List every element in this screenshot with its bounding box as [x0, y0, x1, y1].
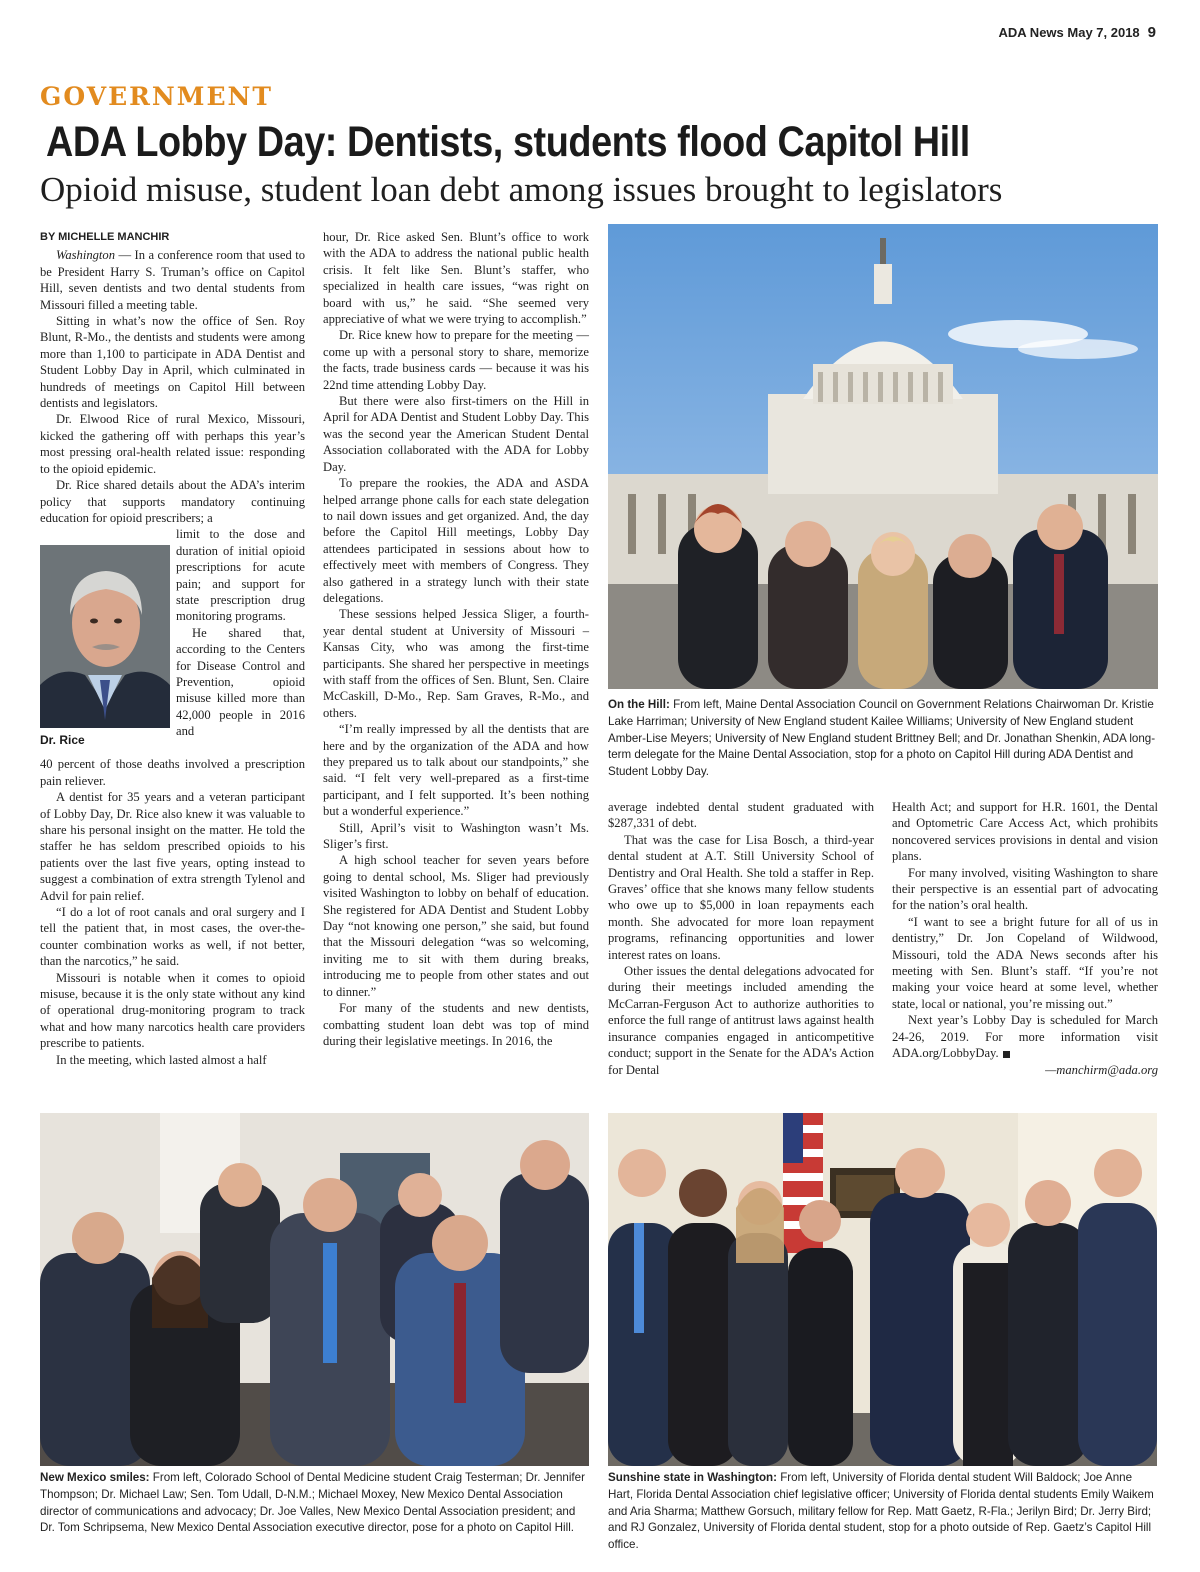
article-paragraph: Health Act; and support for H.R. 1601, the Dental and Optometric Care Access Act, which prohibits noncovered services provisions in dental and vision plans.: [892, 800, 1158, 864]
capitol-hill-photo: [608, 224, 1158, 689]
article-column-4: [892, 799, 1158, 1087]
article-paragraph: “I’m really impressed by all the dentists that are here and by the organization of the ADA and how they prepared us to talk about our standpoints,” she said. “I felt very well-prepared as a first-time participant, and I felt supported. It’s been nothing but a wonderful experience.”: [323, 722, 589, 819]
headline: ADA Lobby Day: Dentists, students flood Capitol Hill: [46, 118, 970, 166]
article-paragraph: In the meeting, which lasted almost a half: [56, 1052, 267, 1067]
article-paragraph: That was the case for Lisa Bosch, a third-year dental student at A.T. Still University School of Dentistry and Oral Health. She told a staffer in Rep. Graves’ office that she knows many fellow students who owe up to $5,000 in loan repayments each month. She advocated for more loan repayment programs, refinancing opportunities and lower interest rates on loans.: [608, 832, 874, 962]
article-paragraph: Dr. Elwood Rice of rural Mexico, Missouri, kicked the gathering off with perhaps this year’s most pressing oral-health related issue: responding to the opioid epidemic.: [40, 412, 305, 476]
dr-rice-photo: [40, 545, 170, 728]
new-mexico-group-photo: [40, 1113, 589, 1466]
dr-rice-photo-label: Dr. Rice: [40, 733, 85, 747]
capitol-photo-caption: On the Hill: From left, Maine Dental Association Council on Government Relations Chairwoman Dr. Kristie Lake Harriman; University of New England student Kailee Williams; University of New England student Amber-Lise Meyers; University of New England student Brittney Bell; and Dr. Jonathan Shenkin, ADA long-term delegate for the Maine Dental Association, stop for a photo on Capitol Hill during ADA Dentist and Student Lobby Day.: [608, 698, 1156, 779]
florida-group-photo: [608, 1113, 1157, 1466]
article-paragraph: average indebted dental student graduated with $287,331 of debt.: [608, 800, 874, 831]
subheadline: Opioid misuse, student loan debt among issues brought to legislators: [40, 170, 1003, 209]
article-paragraph: A high school teacher for seven years before going to dental school, Ms. Sliger had previously visited Washington to lobby on behalf of education. She registered for ADA Dentist and Student Lobby Day “not knowing one person,” she said, but found that the Missouri delegation “was so welcoming, inviting me to sit with them during breaks, introducing me to people from other states and out to dinner.”: [323, 853, 589, 999]
article-paragraph: Dr. Rice shared details about the ADA’s interim policy that supports mandatory continuing education for opioid prescribers; a: [40, 478, 305, 525]
article-paragraph: Other issues the dental delegations advocated for during their meetings included amending the McCarran-Ferguson Act to authorize authorities to enforce the full range of antitrust laws against health insurance companies engaged in anticompetitive conduct; support in the Senate for the ADA’s Action for Dental: [608, 964, 874, 1077]
page-folio: [999, 24, 1156, 41]
florida-photo-caption: Sunshine state in Washington: From left, University of Florida dental student Will Baldock; Joe Anne Hart, Florida Dental Association chief legislative officer; University of Florida dental students Emily Waikem and Aria Sharma; Matthew Gorsuch, military fellow for Rep. Matt Gaetz, R-Fla.; Jerilyn Bird; Dr. Jerry Bird; and RJ Gonzalez, University of Florida dental student, stop for a photo outside of Rep. Gaetz’s Capitol Hill office.: [608, 1471, 1154, 1552]
issue-date: ADA News May 7, 2018: [998, 25, 1140, 40]
end-of-story-mark: [1003, 1051, 1010, 1058]
author-email-signature: —manchirm@ada.org: [1045, 1062, 1158, 1077]
new-mexico-photo-caption: New Mexico smiles: From left, Colorado School of Dental Medicine student Craig Testerman; Dr. Jennifer Thompson; Dr. Michael Law; Sen. Tom Udall, D-N.M.; Michael Moxey, New Mexico Dental Association director of communications and advocacy; Dr. Joe Valles, New Mexico Dental Association president; and Dr. Tom Schripsema, New Mexico Dental Association executive director, pose for a photo on Capitol Hill.: [40, 1471, 585, 1535]
article-paragraph: To prepare the rookies, the ADA and ASDA helped arrange phone calls for each state delegation to nail down issues and get organized. And, the day before the Capitol Hill meetings, Lobby Day attendees participated in sessions about how to effectively meet with members of Congress. They also gathered in a strategy lunch with their state delegations.: [323, 476, 589, 605]
page-number: 9: [1147, 24, 1156, 41]
article-paragraph: These sessions helped Jessica Sliger, a fourth-year dental student at University of Missouri – Kansas City, who was among the first-time participants. She shared her perspective in meetings with staff from the offices of Sen. Blunt, Sen. Claire McCaskill, D-Mo., Rep. Sam Graves, R-Mo., and others.: [323, 607, 589, 720]
article-paragraph: For many involved, visiting Washington to share their perspective is an essential part of advocating for the nation’s oral health.: [892, 865, 1158, 913]
article-paragraph: Dr. Rice knew how to prepare for the meeting — come up with a personal story to share, memorize the facts, trade business cards — because it was his 22nd time attending Lobby Day.: [323, 328, 589, 392]
article-paragraph: He shared that, according to the Centers for Disease Control and Prevention, opioid misuse killed more than 42,000 people in 2016 and: [176, 625, 305, 739]
new-mexico-illustration: [40, 1113, 589, 1466]
caption-lead: New Mexico smiles:: [40, 1471, 150, 1484]
portrait-illustration: [40, 545, 170, 728]
caption-lead: On the Hill:: [608, 698, 670, 711]
article-paragraph: Sitting in what’s now the office of Sen. Roy Blunt, R-Mo., the dentists and students were among more than 1,100 to participate in ADA Dentist and Student Lobby Day in April, which culminated in hundreds of meetings on Capitol Hill between dentists and legislators.: [40, 314, 305, 411]
article-paragraph: But there were also first-timers on the Hill in April for ADA Dentist and Student Lobby Day. This was the second year the American Student Dental Association collaborated with the ADA for Lobby Day.: [323, 394, 589, 474]
article-paragraph: Missouri is notable when it comes to opioid misuse, because it is the only state without any kind of operational drug-monitoring program to track what and how many narcotics health care providers prescribe to patients.: [40, 970, 305, 1051]
article-paragraph: Still, April’s visit to Washington wasn’t Ms. Sliger’s first.: [323, 820, 589, 852]
byline: BY MICHELLE MANCHIR: [40, 231, 170, 243]
section-label: GOVERNMENT: [40, 82, 273, 111]
article-paragraph: Next year’s Lobby Day is scheduled for March 24-26, 2019. For more information visit ADA.org/LobbyDay.: [892, 1013, 1158, 1061]
article-column-3: [608, 799, 874, 1087]
article-paragraph: 40 percent of those deaths involved a prescription pain reliever.: [40, 757, 305, 788]
article-paragraph: “I do a lot of root canals and oral surgery and I tell the patient that, in most cases, the over-the-counter combination works as well, if not better, than the narcotics,” he said.: [40, 904, 305, 969]
dateline: Washington: [56, 248, 116, 263]
article-paragraph: For many of the students and new dentists, combatting student loan debt was top of mind during their legislative meetings. In 2016, the: [323, 1001, 589, 1048]
florida-illustration: [608, 1113, 1157, 1466]
article-paragraph: limit to the dose and duration of initial opioid prescriptions for acute pain; and support for state prescription drug monitoring programs.: [176, 527, 305, 624]
article-column-2: [323, 229, 589, 1087]
article-paragraph: Washington — In a conference room that used to be President Harry S. Truman’s office on Capitol Hill, seven dentists and two dental students from Missouri filled a meeting table.: [40, 248, 305, 312]
article-paragraph: “I want to see a bright future for all of us in dentistry,” Dr. Jon Copeland of Wildwood, Missouri, told the ADA News seconds after his meeting with Sen. Blunt’s staff. “If you’re not making your voice heard at some level, whether state, local or national, you’re missing out.”: [892, 914, 1158, 1011]
capitol-illustration: [608, 224, 1158, 689]
caption-lead: Sunshine state in Washington:: [608, 1471, 777, 1484]
article-paragraph: hour, Dr. Rice asked Sen. Blunt’s office to work with the ADA to address the national public health crisis. It felt like Sen. Blunt’s staffer, who specialized in health care issues, “was right on board with us,” he said. “She seemed very appreciative of what we were trying to accomplish.”: [323, 230, 589, 327]
article-paragraph: A dentist for 35 years and a veteran participant of Lobby Day, Dr. Rice also knew it was valuable to share his personal insight on the matter. He told the staffer he has seldom prescribed opioids to his patients over the last five years, opting instead to suggest a combination of extra strength Tylenol and Advil for pain relief.: [40, 790, 305, 903]
